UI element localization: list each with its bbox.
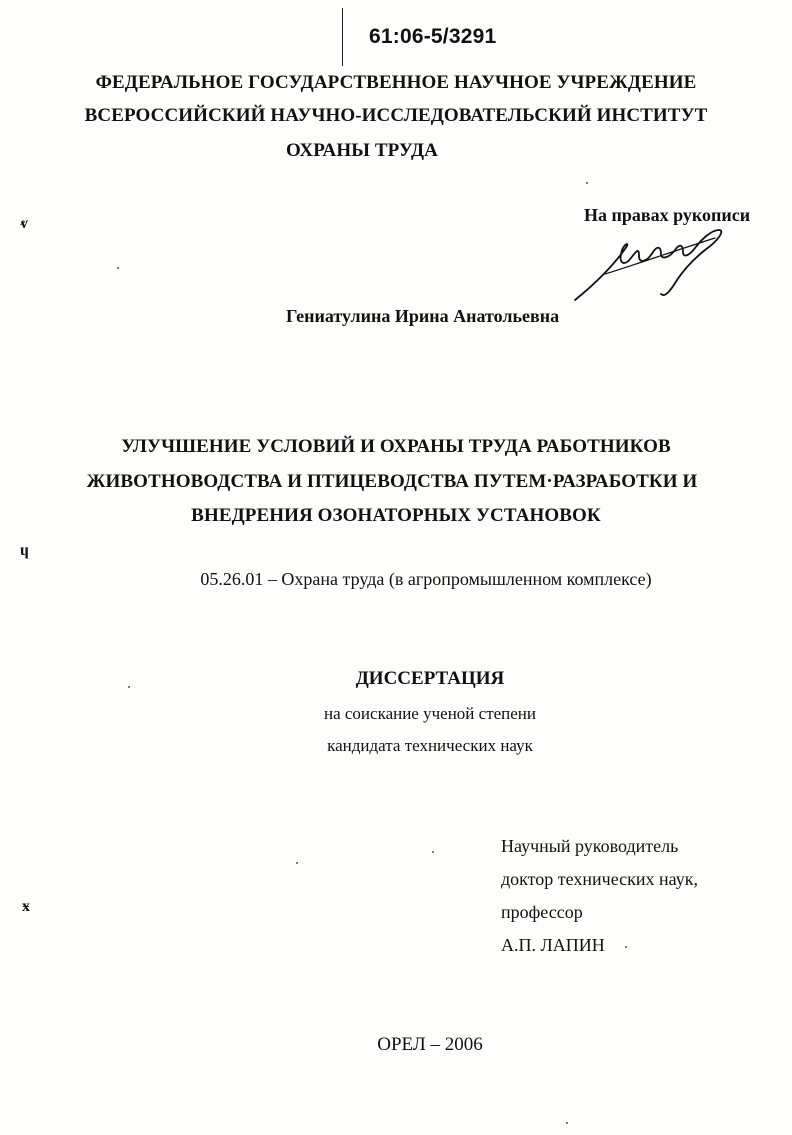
scan-speck: [566, 1122, 568, 1124]
archive-code: 61:06-5/3291: [369, 25, 497, 48]
specialty-code: 05.26.01 – Охрана труда (в агропромышленном комплексе): [200, 569, 652, 589]
supervisor-name: А.П. ЛАПИН: [501, 935, 605, 955]
margin-mark-1: ⱴ: [20, 215, 28, 232]
supervisor-rank: профессор: [501, 902, 583, 922]
margin-mark-3: ӿ: [22, 898, 30, 915]
handwritten-signature: [565, 224, 735, 304]
scan-speck: [296, 862, 298, 864]
author-name: Гениатулина Ирина Анатольевна: [286, 306, 560, 326]
supervisor-label: Научный руководитель: [501, 836, 679, 856]
institution-line-1: ФЕДЕРАЛЬНОЕ ГОСУДАРСТВЕННОЕ НАУЧНОЕ УЧРЕЖДЕНИЕ: [95, 72, 697, 93]
margin-mark-2: ɥ: [20, 542, 29, 559]
institution-line-3: ОХРАНЫ ТРУДА: [286, 140, 438, 161]
city-year: ОРЕЛ – 2006: [377, 1034, 483, 1055]
scan-speck: [128, 686, 130, 688]
degree-line-2: кандидата технических наук: [327, 736, 533, 755]
scan-speck: [586, 182, 588, 184]
dissertation-heading: ДИССЕРТАЦИЯ: [355, 668, 505, 689]
scan-speck: [117, 267, 119, 269]
institution-line-2: ВСЕРОССИЙСКИЙ НАУЧНО-ИССЛЕДОВАТЕЛЬСКИЙ ИНСТИТУТ: [84, 105, 708, 126]
degree-line-1: на соискание ученой степени: [323, 704, 537, 723]
title-line-1: УЛУЧШЕНИЕ УСЛОВИЙ И ОХРАНЫ ТРУДА РАБОТНИКОВ: [121, 436, 671, 457]
supervisor-degree: доктор технических наук,: [501, 869, 698, 889]
stamp-rule: [342, 8, 343, 66]
title-line-3: ВНЕДРЕНИЯ ОЗОНАТОРНЫХ УСТАНОВОК: [191, 505, 601, 526]
scan-speck: [432, 851, 434, 853]
title-line-2: ЖИВОТНОВОДСТВА И ПТИЦЕВОДСТВА ПУТЕМ·РАЗРАБОТКИ И: [86, 471, 698, 492]
scan-speck: [625, 946, 627, 948]
manuscript-rights: На правах рукописи: [584, 205, 751, 225]
